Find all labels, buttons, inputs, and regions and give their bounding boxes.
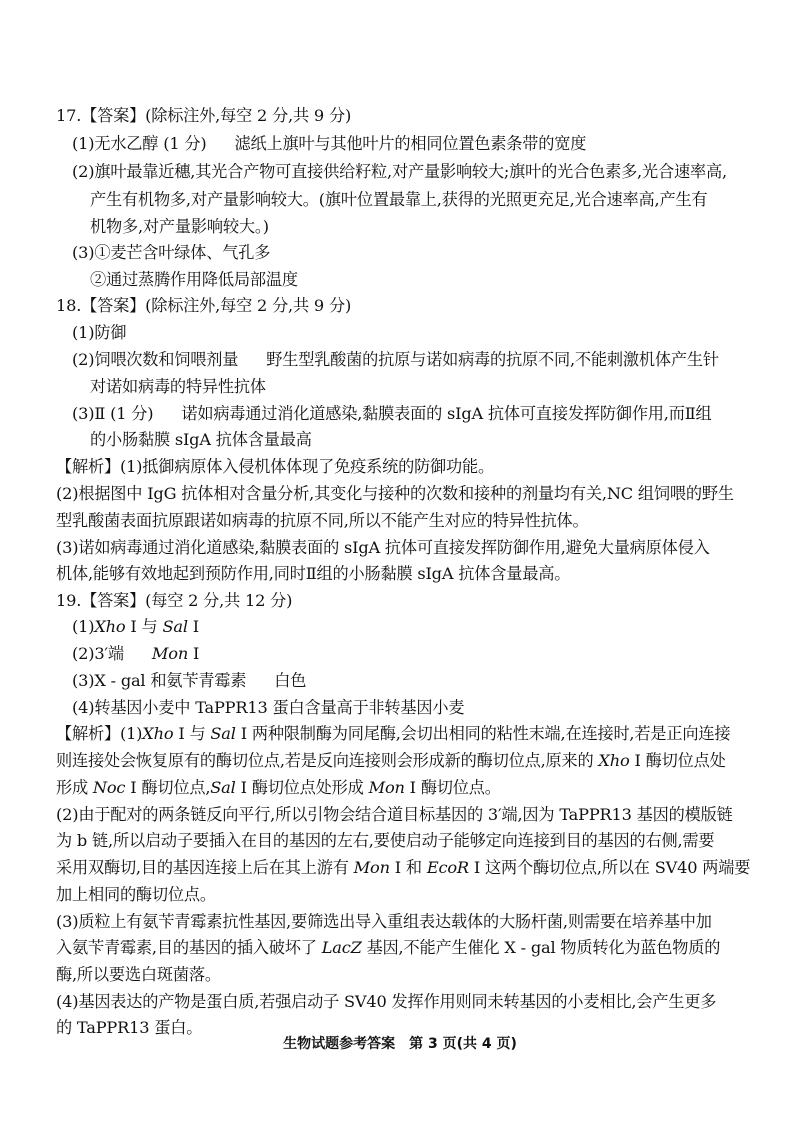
gene-lacz: LacZ [321,938,362,957]
q19-ex1-l2-prefix: 则连接处会恢复原有的酶切位点,若是反向连接则会形成新的酶切位点,原来的 [56,751,599,770]
q19-explanation-3-line3: 酶,所以要选白斑菌落。 [56,965,221,984]
q19-ex2-l3-end: Ⅰ 这两个酶切位点,所以在 SV40 两端要 [468,858,751,877]
q18-answer-3-line2: 的小肠黏膜 sIgA 抗体含量最高 [90,430,312,449]
q18-answer-2-b: 野生型乳酸菌的抗原与诺如病毒的抗原不同,不能刺激机体产生针 [266,350,719,369]
q19-ex1-l2-rest: Ⅰ 酶切位点处 [629,751,726,770]
q17-answer-2-line2: 产生有机物多,对产量影响较大。(旗叶位置最靠上,获得的光照更充足,光合速率高,产生有 [90,190,708,209]
q19-explanation-3-line2 [56,938,720,958]
q19-ex2-l3-mid: Ⅰ 和 [389,858,427,877]
q19-answer-3 [72,671,306,691]
enzyme-xho: Xho [94,617,126,636]
page-footer: 生物试题参考答案 第 3 页(共 4 页) [283,1036,517,1052]
q19-ex3-l2-end: 基因,不能产生催化 X - gal 物质转化为蓝色物质的 [361,938,721,957]
q19-answer-2-end: Ⅰ [188,644,200,663]
q18-explanation-3-line2: 机体,能够有效地起到预防作用,同时Ⅱ组的小肠黏膜 sIgA 抗体含量最高。 [56,564,571,583]
q19-ex1-rest: Ⅰ 两种限制酶为同尾酶,会切出相同的粘性末端,在连接时,若是正向连接 [235,724,731,743]
q17-answer-2-line3: 机物多,对产量影响较大。) [90,217,269,236]
enzyme-noc: Noc [92,778,126,797]
q19-answer-3-b: 白色 [274,671,307,690]
q19-answer-2-prefix: (2)3′端 [72,644,124,663]
q19-explanation-4-line1: (4)基因表达的产物是蛋白质,若强启动子 SV40 发挥作用则同未转基因的小麦相比,会产生更多 [56,992,717,1011]
q17-answer-1-a: (1)无水乙醇 (1 分) [72,134,207,153]
q17-answer-1 [72,134,586,154]
q19-explanation-1-line2 [56,751,726,771]
q19-ex1-l3-mid1: Ⅰ 酶切位点, [125,778,211,797]
q17-answer-2-line1: (2)旗叶最靠近穗,其光合产物可直接供给籽粒,对产量影响较大;旗叶的光合色素多,光合速率高, [72,162,727,181]
q18-answer-1: (1)防御 [72,323,127,342]
q17-heading: 17.【答案】(除标注外,每空 2 分,共 9 分) [56,106,352,125]
q18-answer-3-a: (3)Ⅱ (1 分) [72,404,154,423]
q19-explanation-2-line1: (2)由于配对的两条链反向平行,所以引物会结合道目标基因的 3′端,因为 TaPPR13 基因的模版链 [56,805,733,824]
q19-ex1-mid: Ⅰ 与 [173,724,211,743]
q19-explanation-3-line1: (3)质粒上有氨苄青霉素抗性基因,要筛选出导入重组表达载体的大肠杆菌,则需要在培养基中加 [56,912,712,931]
enzyme-mon: Mon [353,858,390,877]
q19-ex2-l3-prefix: 采用双酶切,目的基因连接上后在其上游有 [56,858,354,877]
enzyme-mon: Mon [151,644,189,663]
q19-answer-2 [72,644,199,664]
q19-explanation-4-line2: 的 TaPPR13 蛋白。 [56,1018,203,1037]
enzyme-sal: Sal [162,617,188,636]
q19-explanation-2-line4: 加上相同的酶切位点。 [56,885,216,904]
q19-answer-4: (4)转基因小麦中 TaPPR13 蛋白含量高于非转基因小麦 [72,698,465,717]
enzyme-xho: Xho [142,724,174,743]
enzyme-mon: Mon [368,778,405,797]
q18-answer-3-b: 诺如病毒通过消化道感染,黏膜表面的 sIgA 抗体可直接发挥防御作用,而Ⅱ组 [181,404,712,423]
q19-answer-1-prefix: (1) [72,617,95,636]
q18-answer-2-a: (2)饲喂次数和饲喂剂量 [72,350,239,369]
q18-explanation-2-line1: (2)根据图中 IgG 抗体相对含量分析,其变化与接种的次数和接种的剂量均有关,NC 组饲喂的野生 [56,484,734,503]
q19-explanation-2-line2: 为 b 链,所以启动子要插入在目的基因的左右,要使启动子能够定向连接到目的基因的右侧,需要 [56,831,715,850]
q19-ex1-l3-mid2: Ⅰ 酶切位点处形成 [235,778,369,797]
q18-answer-2-line2: 对诺如病毒的特异性抗体 [90,377,266,396]
q18-explanation-3-line1: (3)诺如病毒通过消化道感染,黏膜表面的 sIgA 抗体可直接发挥防御作用,避免大量病原体侵入 [56,538,710,557]
q19-heading: 19.【答案】(每空 2 分,共 12 分) [56,591,293,610]
q17-answer-3-line1: (3)①麦芒含叶绿体、气孔多 [72,243,271,262]
q19-ex3-l2-prefix: 入氨苄青霉素,目的基因的插入破坏了 [56,938,322,957]
q19-ex1-prefix: 【解析】(1) [56,724,143,743]
enzyme-xho: Xho [598,751,630,770]
q18-explanation-1: 【解析】(1)抵御病原体入侵机体体现了免疫系统的防御功能。 [56,457,495,476]
q19-answer-1-mid: Ⅰ 与 [125,617,163,636]
q19-answer-3-a: (3)X - gal 和氨苄青霉素 [72,671,247,690]
q18-explanation-2-line2: 型乳酸菌表面抗原跟诺如病毒的抗原不同,所以不能产生对应的特异性抗体。 [56,511,589,530]
q17-answer-1-b: 滤纸上旗叶与其他叶片的相同位置色素条带的宽度 [234,134,587,153]
q18-answer-3 [72,404,712,424]
q19-ex1-l3-prefix: 形成 [56,778,93,797]
q19-explanation-2-line3 [56,858,750,878]
q17-answer-3-line2: ②通过蒸腾作用降低局部温度 [90,270,298,289]
enzyme-ecor: EcoR [426,858,469,877]
q18-heading: 18.【答案】(除标注外,每空 2 分,共 9 分) [56,296,352,315]
q19-ex1-l3-end: Ⅰ 酶切位点。 [404,778,501,797]
q19-answer-1 [72,617,199,637]
q19-explanation-1-line1 [56,724,730,744]
enzyme-sal: Sal [210,778,236,797]
enzyme-sal: Sal [210,724,236,743]
q19-answer-1-end: Ⅰ [187,617,199,636]
q18-answer-2 [72,350,719,370]
q19-explanation-1-line3 [56,778,501,798]
